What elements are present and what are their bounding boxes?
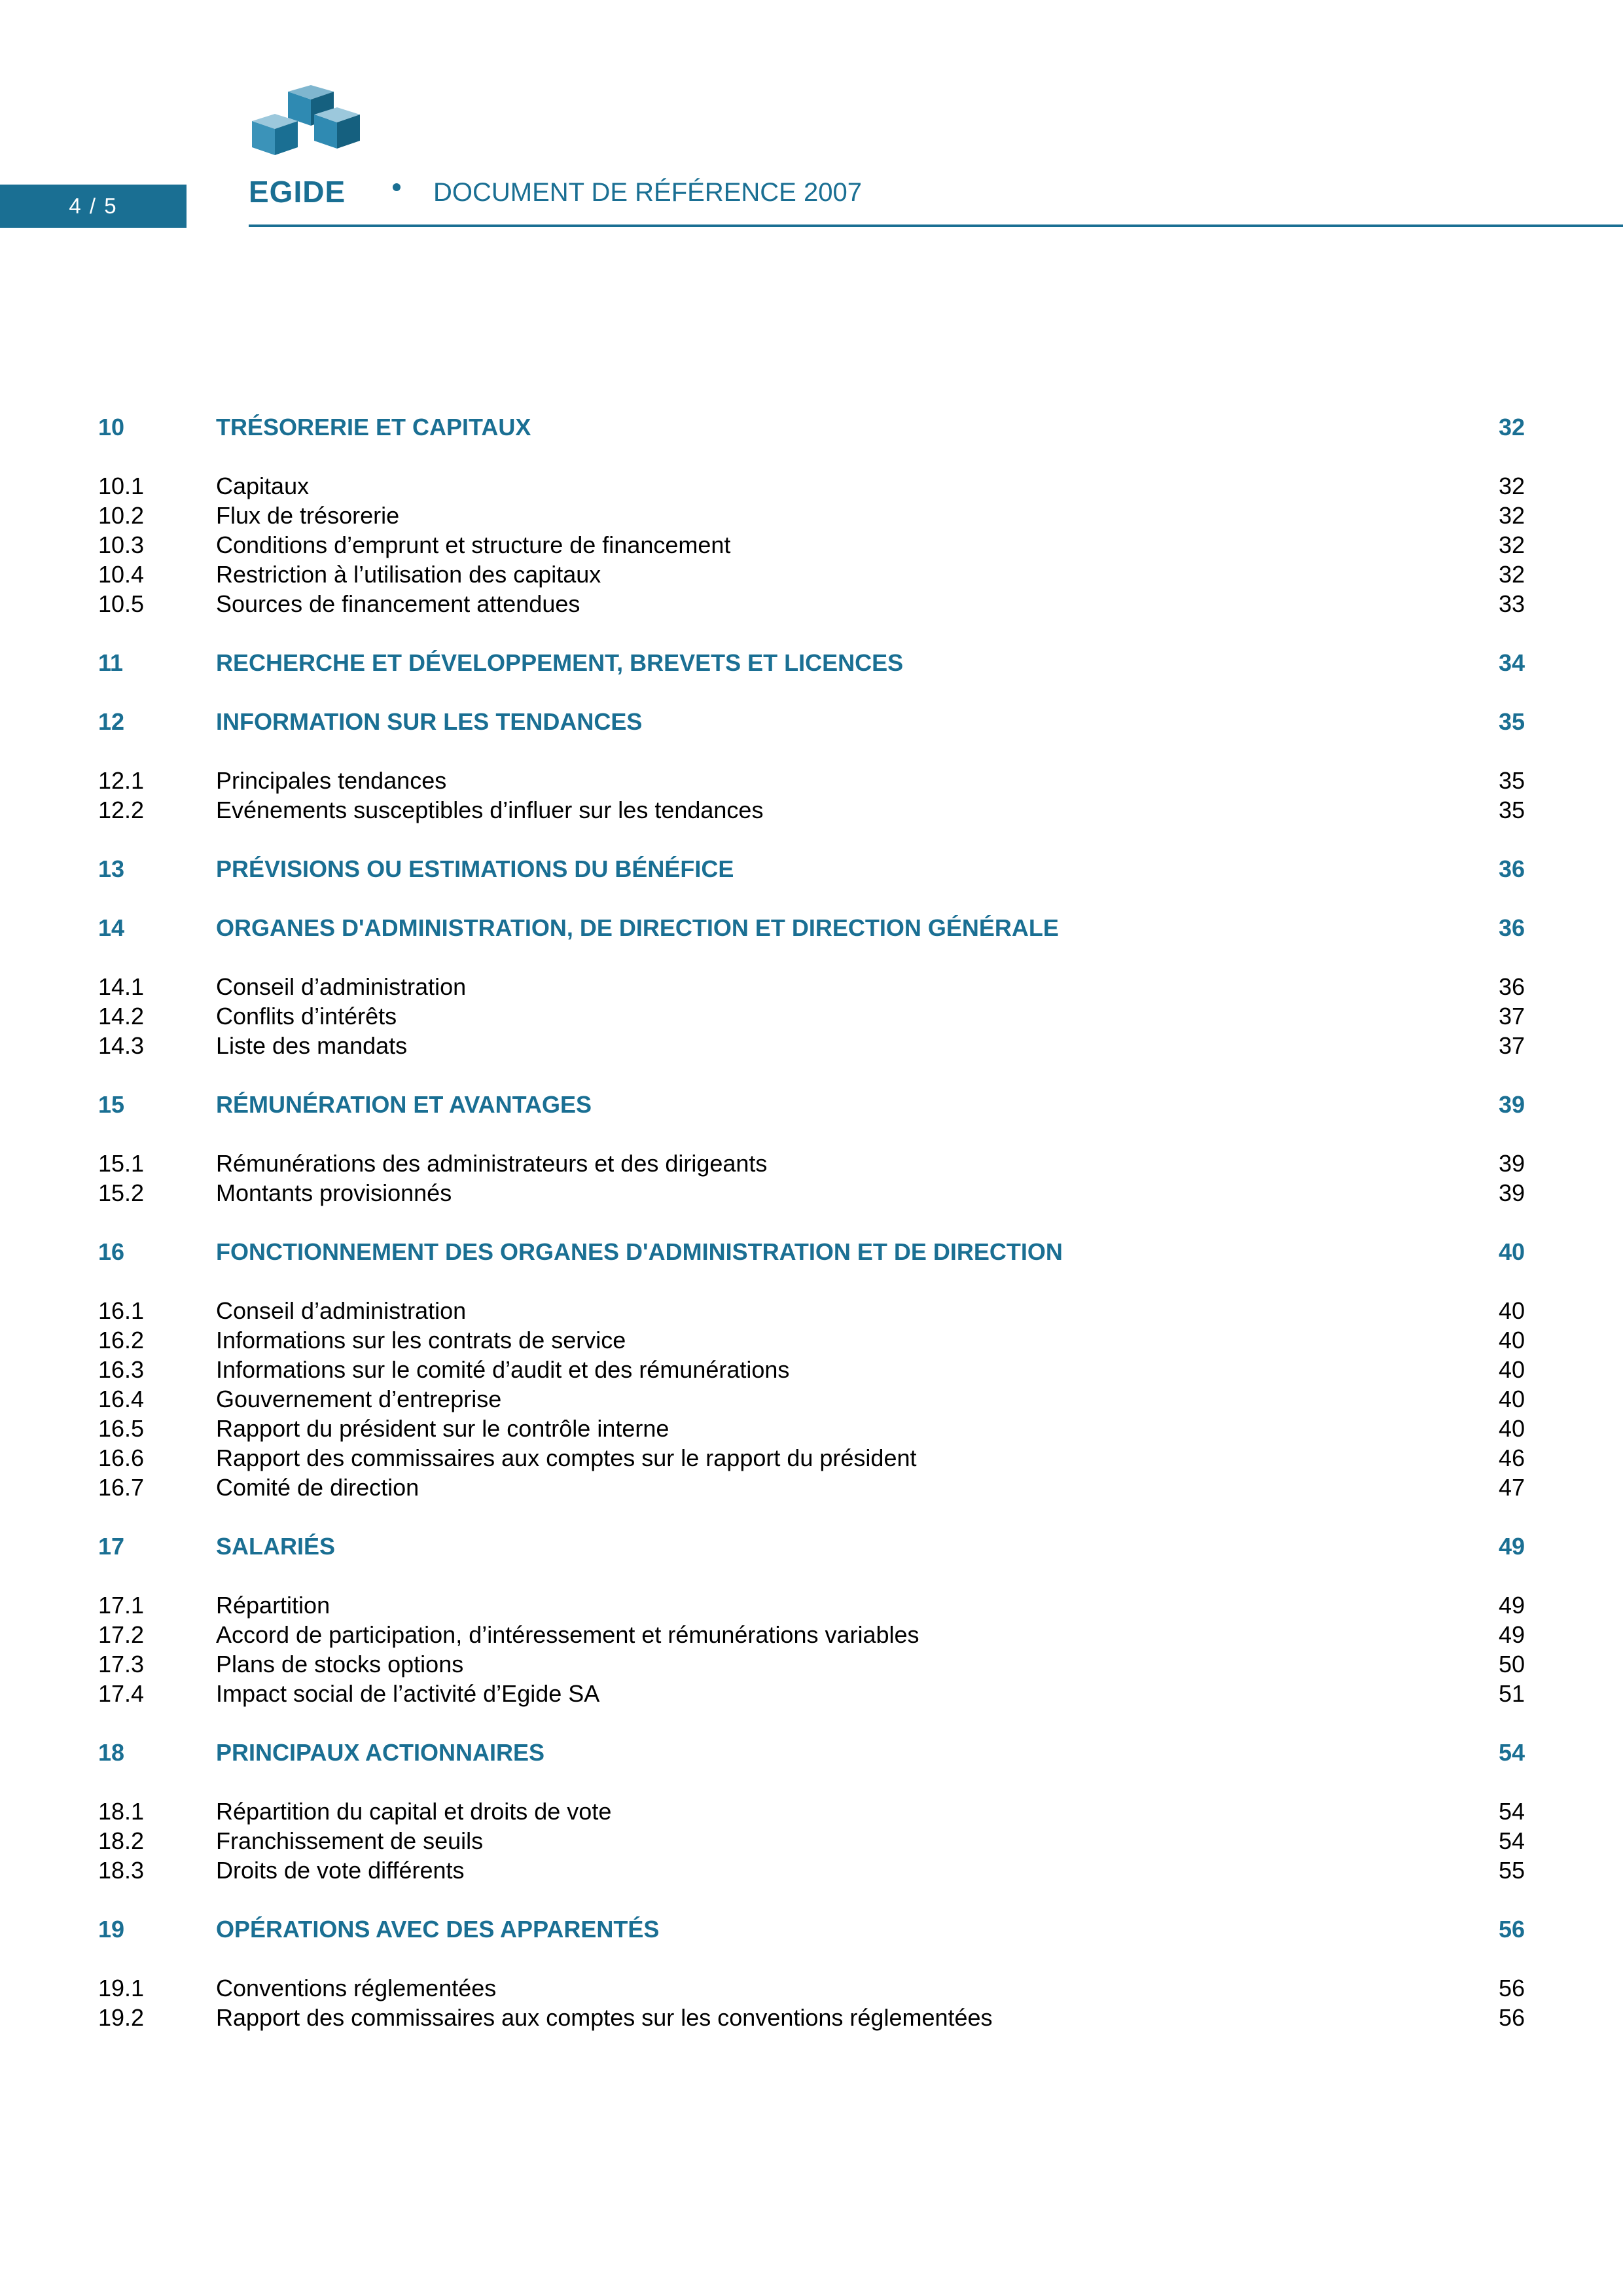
toc-item-row[interactable] bbox=[0, 1178, 1623, 1208]
toc-label: Franchissement de seuils bbox=[216, 1827, 484, 1854]
toc-label: Liste des mandats bbox=[216, 1032, 408, 1059]
toc-section-row[interactable] bbox=[0, 707, 1623, 736]
toc-item-row[interactable] bbox=[0, 1296, 1623, 1325]
toc-page-number: 37 bbox=[1498, 1003, 1525, 1030]
toc-item-row[interactable] bbox=[0, 1590, 1623, 1620]
toc-number: 18 bbox=[98, 1739, 125, 1766]
toc-label: Evénements susceptibles d’influer sur les tendances bbox=[216, 797, 764, 823]
spacer bbox=[0, 1119, 1623, 1149]
toc-item-row[interactable] bbox=[0, 530, 1623, 560]
spacer bbox=[0, 619, 1623, 648]
toc-page-number: 33 bbox=[1498, 590, 1525, 617]
toc-page-number: 40 bbox=[1498, 1238, 1525, 1265]
toc-label: OPÉRATIONS AVEC DES APPARENTÉS bbox=[216, 1916, 660, 1943]
toc-item-row[interactable] bbox=[0, 2003, 1623, 2032]
toc-label: Conventions réglementées bbox=[216, 1975, 497, 2001]
toc-number: 16 bbox=[98, 1238, 125, 1265]
toc-number: 10.1 bbox=[98, 473, 145, 499]
toc-number: 16.7 bbox=[98, 1474, 145, 1501]
toc-item-row[interactable] bbox=[0, 471, 1623, 501]
toc-page-number: 32 bbox=[1498, 561, 1525, 588]
toc-label: PRINCIPAUX ACTIONNAIRES bbox=[216, 1739, 545, 1766]
toc-section-row[interactable] bbox=[0, 1237, 1623, 1266]
toc-number: 17.3 bbox=[98, 1651, 145, 1677]
toc-item-row[interactable] bbox=[0, 1149, 1623, 1178]
toc-item-row[interactable] bbox=[0, 1355, 1623, 1384]
toc-label: Restriction à l’utilisation des capitaux bbox=[216, 561, 601, 588]
toc-page-number: 35 bbox=[1498, 797, 1525, 823]
toc-page-number: 54 bbox=[1498, 1827, 1525, 1854]
toc-page-number: 49 bbox=[1498, 1533, 1525, 1560]
toc-page-number: 40 bbox=[1498, 1386, 1525, 1412]
toc-label: INFORMATION SUR LES TENDANCES bbox=[216, 708, 643, 735]
toc-item-row[interactable] bbox=[0, 1797, 1623, 1826]
toc-page-number: 36 bbox=[1498, 973, 1525, 1000]
toc-page-number: 39 bbox=[1498, 1091, 1525, 1118]
toc-item-row[interactable] bbox=[0, 1473, 1623, 1502]
toc-number: 15.1 bbox=[98, 1150, 145, 1177]
toc-label: Répartition du capital et droits de vote bbox=[216, 1798, 612, 1825]
toc-number: 10.3 bbox=[98, 531, 145, 558]
toc-number: 18.2 bbox=[98, 1827, 145, 1854]
header-bullet bbox=[393, 183, 401, 191]
toc-label: Conseil d’administration bbox=[216, 1297, 467, 1324]
toc-number: 16.4 bbox=[98, 1386, 145, 1412]
toc-section-row[interactable] bbox=[0, 412, 1623, 442]
spacer bbox=[0, 1708, 1623, 1738]
toc-item-row[interactable] bbox=[0, 766, 1623, 795]
document-title: DOCUMENT DE RÉFÉRENCE 2007 bbox=[433, 178, 862, 207]
spacer bbox=[0, 736, 1623, 766]
toc-item-row[interactable] bbox=[0, 1031, 1623, 1060]
toc-label: Montants provisionnés bbox=[216, 1179, 452, 1206]
toc-number: 16.3 bbox=[98, 1356, 145, 1383]
spacer bbox=[0, 1885, 1623, 1914]
toc-page-number: 46 bbox=[1498, 1444, 1525, 1471]
toc-section-row[interactable] bbox=[0, 913, 1623, 942]
spacer bbox=[0, 1266, 1623, 1296]
toc-number: 12.2 bbox=[98, 797, 145, 823]
spacer bbox=[0, 1944, 1623, 1973]
spacer bbox=[0, 1502, 1623, 1532]
toc-page-number: 35 bbox=[1498, 708, 1525, 735]
toc-page-number: 56 bbox=[1498, 1975, 1525, 2001]
spacer bbox=[0, 442, 1623, 471]
toc-label: Gouvernement d’entreprise bbox=[216, 1386, 502, 1412]
toc-number: 10.5 bbox=[98, 590, 145, 617]
toc-label: Flux de trésorerie bbox=[216, 502, 400, 529]
toc-page-number: 39 bbox=[1498, 1179, 1525, 1206]
toc-label: RECHERCHE ET DÉVELOPPEMENT, BREVETS ET LICENCES bbox=[216, 649, 904, 676]
toc-page-number: 49 bbox=[1498, 1592, 1525, 1619]
toc-label: Informations sur le comité d’audit et des rémunérations bbox=[216, 1356, 790, 1383]
toc-page-number: 39 bbox=[1498, 1150, 1525, 1177]
toc-label: Plans de stocks options bbox=[216, 1651, 464, 1677]
toc-page-number: 32 bbox=[1498, 473, 1525, 499]
toc-item-row[interactable] bbox=[0, 1973, 1623, 2003]
toc-number: 17.1 bbox=[98, 1592, 145, 1619]
toc-number: 16.2 bbox=[98, 1327, 145, 1354]
toc-label: Conflits d’intérêts bbox=[216, 1003, 397, 1030]
toc-item-row[interactable] bbox=[0, 795, 1623, 825]
toc-number: 16.1 bbox=[98, 1297, 145, 1324]
toc-item-row[interactable] bbox=[0, 501, 1623, 530]
toc-label: Sources de financement attendues bbox=[216, 590, 580, 617]
toc-page-number: 47 bbox=[1498, 1474, 1525, 1501]
toc-label: Rapport des commissaires aux comptes sur les conventions réglementées bbox=[216, 2004, 993, 2031]
toc-label: Conditions d’emprunt et structure de financement bbox=[216, 531, 731, 558]
toc-page-number: 32 bbox=[1498, 414, 1525, 440]
toc-item-row[interactable] bbox=[0, 1414, 1623, 1443]
toc-page-number: 35 bbox=[1498, 767, 1525, 794]
toc-number: 10.4 bbox=[98, 561, 145, 588]
toc-number: 12 bbox=[98, 708, 125, 735]
toc-label: Rapport du président sur le contrôle interne bbox=[216, 1415, 669, 1442]
toc-section-row[interactable] bbox=[0, 1914, 1623, 1944]
toc-label: Conseil d’administration bbox=[216, 973, 467, 1000]
toc-page-number: 32 bbox=[1498, 502, 1525, 529]
toc-item-row[interactable] bbox=[0, 972, 1623, 1001]
toc-page-number: 36 bbox=[1498, 914, 1525, 941]
spacer bbox=[0, 677, 1623, 707]
toc-label: TRÉSORERIE ET CAPITAUX bbox=[216, 414, 531, 440]
toc-number: 19.1 bbox=[98, 1975, 145, 2001]
toc-section-row[interactable] bbox=[0, 1532, 1623, 1561]
toc-number: 14.2 bbox=[98, 1003, 145, 1030]
toc-section-row[interactable] bbox=[0, 1738, 1623, 1767]
toc-label: Accord de participation, d’intéressement et rémunérations variables bbox=[216, 1621, 919, 1648]
toc-number: 19 bbox=[98, 1916, 125, 1943]
toc-page-number: 54 bbox=[1498, 1739, 1525, 1766]
toc-number: 18.1 bbox=[98, 1798, 145, 1825]
toc-label: Impact social de l’activité d’Egide SA bbox=[216, 1680, 600, 1707]
toc-label: ORGANES D'ADMINISTRATION, DE DIRECTION ET DIRECTION GÉNÉRALE bbox=[216, 914, 1059, 941]
toc-page-number: 36 bbox=[1498, 855, 1525, 882]
toc-item-row[interactable] bbox=[0, 1620, 1623, 1649]
toc-number: 17.4 bbox=[98, 1680, 145, 1707]
toc-number: 16.6 bbox=[98, 1444, 145, 1471]
table-of-contents bbox=[0, 412, 1623, 2032]
spacer bbox=[0, 1208, 1623, 1237]
toc-label: RÉMUNÉRATION ET AVANTAGES bbox=[216, 1091, 592, 1118]
spacer bbox=[0, 884, 1623, 913]
toc-number: 10.2 bbox=[98, 502, 145, 529]
toc-number: 15.2 bbox=[98, 1179, 145, 1206]
toc-page-number: 40 bbox=[1498, 1415, 1525, 1442]
toc-item-row[interactable] bbox=[0, 1649, 1623, 1679]
toc-label: Droits de vote différents bbox=[216, 1857, 465, 1884]
toc-number: 15 bbox=[98, 1091, 125, 1118]
toc-item-row[interactable] bbox=[0, 1325, 1623, 1355]
header-divider bbox=[249, 224, 1623, 227]
toc-item-row[interactable] bbox=[0, 1679, 1623, 1708]
toc-page-number: 34 bbox=[1498, 649, 1525, 676]
toc-number: 13 bbox=[98, 855, 125, 882]
toc-label: Capitaux bbox=[216, 473, 310, 499]
toc-page-number: 50 bbox=[1498, 1651, 1525, 1677]
spacer bbox=[0, 1060, 1623, 1090]
toc-section-row[interactable] bbox=[0, 854, 1623, 884]
page-indicator: 4 / 5 bbox=[0, 185, 187, 228]
toc-page-number: 56 bbox=[1498, 2004, 1525, 2031]
toc-page-number: 37 bbox=[1498, 1032, 1525, 1059]
spacer bbox=[0, 1767, 1623, 1797]
toc-section-row[interactable] bbox=[0, 1090, 1623, 1119]
toc-label: Principales tendances bbox=[216, 767, 447, 794]
toc-number: 19.2 bbox=[98, 2004, 145, 2031]
spacer bbox=[0, 942, 1623, 972]
toc-label: PRÉVISIONS OU ESTIMATIONS DU BÉNÉFICE bbox=[216, 855, 734, 882]
toc-number: 10 bbox=[98, 414, 125, 440]
toc-item-row[interactable] bbox=[0, 1826, 1623, 1856]
toc-section-row[interactable] bbox=[0, 648, 1623, 677]
toc-number: 17.2 bbox=[98, 1621, 145, 1648]
toc-item-row[interactable] bbox=[0, 1856, 1623, 1885]
toc-page-number: 32 bbox=[1498, 531, 1525, 558]
toc-number: 11 bbox=[98, 649, 124, 676]
toc-label: Répartition bbox=[216, 1592, 330, 1619]
toc-number: 14.1 bbox=[98, 973, 145, 1000]
toc-number: 18.3 bbox=[98, 1857, 145, 1884]
toc-page-number: 51 bbox=[1498, 1680, 1525, 1707]
spacer bbox=[0, 825, 1623, 854]
toc-item-row[interactable] bbox=[0, 560, 1623, 589]
toc-page-number: 40 bbox=[1498, 1327, 1525, 1354]
toc-page-number: 54 bbox=[1498, 1798, 1525, 1825]
toc-page-number: 40 bbox=[1498, 1297, 1525, 1324]
toc-item-row[interactable] bbox=[0, 1443, 1623, 1473]
egide-logo-text: EGIDE bbox=[249, 175, 346, 209]
toc-page-number: 40 bbox=[1498, 1356, 1525, 1383]
spacer bbox=[0, 1561, 1623, 1590]
toc-number: 17 bbox=[98, 1533, 125, 1560]
toc-item-row[interactable] bbox=[0, 1001, 1623, 1031]
toc-page-number: 49 bbox=[1498, 1621, 1525, 1648]
toc-label: Rémunérations des administrateurs et des dirigeants bbox=[216, 1150, 768, 1177]
toc-number: 14 bbox=[98, 914, 125, 941]
toc-label: Comité de direction bbox=[216, 1474, 419, 1501]
toc-item-row[interactable] bbox=[0, 589, 1623, 619]
toc-label: Rapport des commissaires aux comptes sur le rapport du président bbox=[216, 1444, 917, 1471]
toc-page-number: 56 bbox=[1498, 1916, 1525, 1943]
toc-label: SALARIÉS bbox=[216, 1533, 336, 1560]
toc-label: FONCTIONNEMENT DES ORGANES D'ADMINISTRATION ET DE DIRECTION bbox=[216, 1238, 1063, 1265]
toc-label: Informations sur les contrats de service bbox=[216, 1327, 626, 1354]
toc-number: 12.1 bbox=[98, 767, 145, 794]
toc-number: 14.3 bbox=[98, 1032, 145, 1059]
toc-item-row[interactable] bbox=[0, 1384, 1623, 1414]
toc-page-number: 55 bbox=[1498, 1857, 1525, 1884]
toc-number: 16.5 bbox=[98, 1415, 145, 1442]
